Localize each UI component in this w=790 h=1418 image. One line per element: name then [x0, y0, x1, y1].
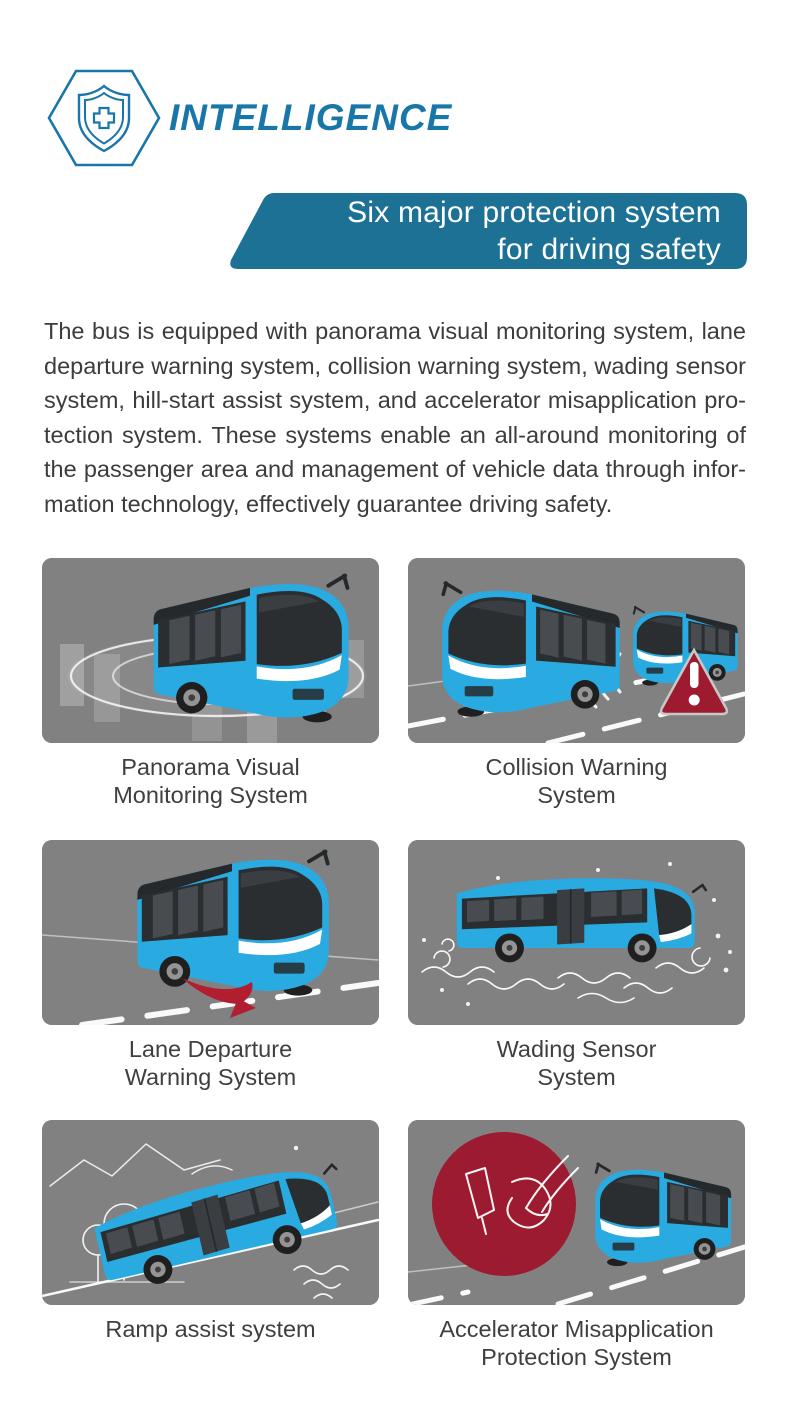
feature-collision — [408, 558, 745, 809]
feature-ramp — [42, 1120, 379, 1344]
feature-caption: Wading Sensor System — [496, 1036, 657, 1090]
subtitle-banner — [230, 193, 747, 269]
feature-wading — [408, 840, 745, 1091]
feature-lane-departure — [42, 840, 379, 1091]
lane-departure-illustration — [42, 840, 379, 1025]
accelerator-illustration — [408, 1120, 745, 1305]
feature-accelerator — [408, 1120, 745, 1371]
collision-illustration — [408, 558, 745, 743]
feature-caption: Lane Departure Warning System — [124, 1036, 297, 1090]
ramp-illustration — [42, 1120, 379, 1305]
wading-illustration — [408, 840, 745, 1025]
panorama-illustration — [42, 558, 379, 743]
feature-caption: Ramp assist system — [105, 1316, 316, 1342]
feature-panorama — [42, 558, 379, 809]
feature-caption: Accelerator Misapplication Protection System — [439, 1316, 714, 1370]
feature-caption: Panorama Visual Monitoring System — [113, 754, 308, 808]
shield-cross-hexagon-icon — [46, 60, 162, 176]
banner-line-2: for driving safety — [497, 233, 721, 266]
feature-caption: Collision Warning System — [485, 754, 668, 808]
banner-line-1: Six major protection system — [347, 196, 721, 229]
intro-paragraph: The bus is equipped with panorama visual monitoring system, lane departure warning system, collision warning system, wading sensor system, hill-start assist system, and accelerator misapplication protection system. These systems enable an all-around monitoring of the passenger area and management of vehicle data through information technology, effectively guarantee driving safety. — [44, 318, 746, 517]
section-title: INTELLIGENCE — [169, 97, 453, 138]
